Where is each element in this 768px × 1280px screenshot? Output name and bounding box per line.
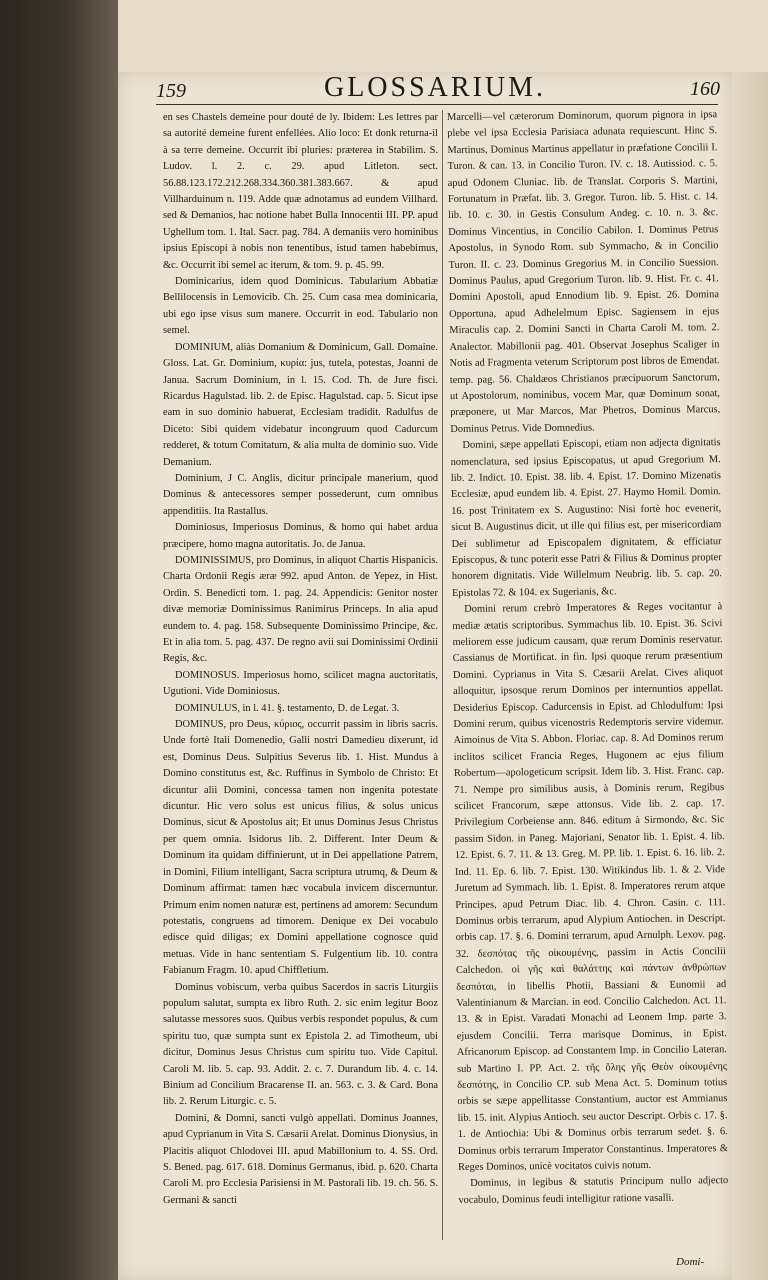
paragraph: DOMINUS, pro Deus, κύριος, occurrit passim in libris sacris. Unde fortè Itali Domenedio, Galli nostri Damedieu dixerunt, id est, Dominus Deus. Sulpitius Severus lib. 1. Hist. Mundus à Domino constitutus est, &c. Ruffinus in Symbolo de Christo: Et dicuntur alii Domini, concessa tamen non ingenita potestate dicuntur. Hic vero solus est unicus filius, & solus unicus Dominus, sicut & Apostolus ait; Et unus Dominus Jesus Christus per quem omnia. Isidorus lib. 2. Different. Inter Deum & Dominum ita quidam diffinierunt, ut in Dei appellatione Patrem, in Domini, Filium intelligant, Sacra scriptura utrumq, & Deum & Dominum affirmat: tamen hæc vocabula invicem discernuntur. Primum enim nomen naturæ est, pertinens ad amorem: Secundum potestatis, congruens ad timorem. Denique ex Dei vocabulo edisce quid diligas; ex Domini appellatione cognosce quid metuas. Vide in hanc sententiam S. Fulgentium lib. 10. contra Fabianum Fragm. 10. apud Chiffletium. (163, 719, 438, 977)
catchword: Domi- (676, 1256, 705, 1268)
paragraph: Marcelli—vel cæterorum Dominorum, quorum pignora in ipsa plebe vel ipsa Ecclesia Parisiaca adunata requiescunt. Hinc S. Martinus, Dominus Martinus appellatur in præfatione Concilii I. Turon. & can. 13. in Concilio Turon. IV. c. 18. Autissiod. c. 5. apud Odonem Cluniac. lib. de Translat. Corporis S. Martini, Fortunatum in Præfat. lib. 3. Gregor. Turon. lib. 5. Hist. c. 14. lib. 10. c. 30. in Gestis Consulum Andeg. c. 10. n. 3. &c. Dominus Vincentius, in Concilio Cabilon. I. Dominus Petrus Apostolus, in Synodo Rom. sub Symmacho, & in Concilio Turon. II. c. 23. Dominus Gregorius M. in Concilio Suession. Dominus Paulus, apud Gregorium Turon. lib. 9. Hist. Fr. c. 41. Domini Apostoli, apud Ennodium lib. 9. Epist. 26. Domina Opportuna, apud Adhelelmum Episc. Sagiensem in ejus Miraculis cap. 2. Domini Sancti in Charta Caroli M. tom. 2. Analector. Mabillonii pag. 401. Observat Josephus Scaliger in Notis ad Fragmenta veterum Scriptorum post libros de Emendat. temp. pag. 56. Chaldæos Christianos præcipuorum Sanctorum, ut Apostolorum, nominibus, vocem Mar, quæ Dominum sonat, præponere, ut Mar Marcos, Mar Phetros, Dominus Marcus, Dominus Petrus. Vide Domnedius. (447, 109, 721, 435)
paragraph: Dominicarius, idem quod Dominicus. Tabularium Abbatiæ Bellilocensis in Lemovicib. Ch. 25. Cum casa mea dominicaria, ubi ego ipse visus sum manere. Occurrit in eod. Tabulario non semel. (163, 276, 438, 337)
column-divider (442, 110, 443, 1240)
paragraph: Dominiosus, Imperiosus Dominus, & homo qui habet ardua præcipere, homo magna autoritatis. Jo. de Janua. (163, 522, 438, 550)
paragraph: Domini, & Domni, sancti vulgò appellati. Dominus Joannes, apud Cyprianum in Vita S. Cæsarii Arelat. Dominus Dionysius, in Placitis aliquot Chlodovei III. apud Mabillonium to. 4. SS. Ord. S. Bened. pag. 617. 618. Dominus Germanus, ibid. p. 620. Charta Caroli M. pro Ecclesia Parisiensi in M. Pastorali lib. 19. ch. 56. S. Germani & sancti (163, 1112, 438, 1206)
paragraph: Dominium, J C. Anglis, dicitur principale manerium, quod Dominus & antecessores semper possederunt, cum omnibus appenditiis. Ita Rastallus. (163, 472, 438, 517)
paragraph: DOMINIUM, aliàs Domanium & Dominicum, Gall. Domaine. Gloss. Lat. Gr. Dominium, κυρία: jus, tutela, potestas, Joanni de Janua. Sacrum Dominium, in l. 15. Cod. Th. de Jure fisci. Ricardus Hagulstad. lib. 2. de Episc. Hagulstad. cap. 5. Sicut ipse eam in suo dominio habuerat, Ecclesiam tradidit. Radulfus de Diceto: Sibi quidem videbatur incongruum quod Cadurcum redderet, & totum Comitatum, & alia multa de dominio suo. Vide Demanium. (163, 341, 438, 468)
paragraph: DOMINOSUS. Imperiosus homo, scilicet magna auctoritatis, Ugutioni. Vide Dominiosus. (163, 669, 438, 698)
paragraph: Domini rerum crebrò Imperatores & Reges vocitantur à mediæ ætatis scriptoribus. Symmachus lib. 10. Epist. 36. Scivi meliorem esse judicum causam, quæ rerum Dominis reservatur. Cassianus de Mortificat. in fin. Ipsi quoque rerum præsentium Domini. Cyprianus in Vita S. Cæsarii Arelat. Cives aliquot alloquitur, ipsosque rerum Dominos per internuntios appellat. Desiderius Episcop. Cadurcensis in Epist. ad Chlodulfum: Ipsi Domini rerum, quibus vicenostris Redemptoris servire videmur. Aimoinus de Vita S. Abbon. Floriac. cap. 8. Ad Dominos rerum inclitos scilicet Francia Reges, Hugonem ac ejus filium Robertum—apologeticum scripsit. Idem lib. 3. Hist. Franc. cap. 71. Nempe pro similibus ausis, à Dominis rerum, Regibus scilicet Francorum, sæpe attonsus. Vide lib. 2. cap. 17. Privilegium Corbeiense ann. 846. editum à Sirmondo, &c. Sic passim Sidon. in Paneg. Majoriani, Senator lib. 1. Epist. 4. lib. 12. Epist. 6. 7. 11. & 13. Greg. M. PP. lib. 1. Epist. 6. 16. lib. 2. Ind. 11. Ep. 6. lib. 7. Epist. 130. Witikindus lib. 1. & 2. Vide Juretum ad Symmach. lib. 1. Epist. 8. Imperatores rerum atque Principes, apud Petrum Diac. lib. 4. Chron. Casin. c. 111. Dominus orbis terrarum, apud Alypium Antiochen. in Descript. orbis cap. 17. §. 6. Domini terrarum, apud Arnulph. Lexov. pag. 32. δεσπότας τῆς οἰκουμένης, passim in Actis Concilii Calchedon. οἱ γῆς καὶ θαλάττης καὶ πάντων ἀνθρώπων δεσπόται, in libellis Photii, Bassiani & Eunomii ad Valentinianum & Marcian. in eod. Concilio Calchedon. Act. 11. 13. & in Epist. Varadati Monachi ad Leonem Imp. parte 3. ejusdem Concilii. Terra marisque Dominus, in Epist. Africanorum Episcop. ad Constantem Imp. in Concilio Lateran. sub Martino I. PP. Act. 2. τῆς ὅλης γῆς Θεὸν οἰκουμένης δεσπότης, in Concilio CP. sub Mena Act. 5. Dominum totius orbis se sæpe appellitasse Constantium, auctor est Ammianus lib. 15. init. Alypius Antioch. seu auctor Descript. Orbis c. 17. §. 1. de Antiochia: Ubi & Dominus orbis terrarum sedet. §. 6. Dominus orbis terrarum Imperator Constantinus. Imperatores & Reges Dominos, unicè vocitatos cuivis notum. (452, 601, 728, 1173)
page-number-left: 159 (156, 80, 186, 102)
page-edge (732, 72, 768, 1280)
page-title: GLOSSARIUM. (323, 72, 547, 103)
header-rule (156, 104, 718, 105)
paragraph: Domini, sæpe appellati Episcopi, etiam non adjecta dignitatis nomenclatura, sed ipsius Episcopatus, ut apud Gregorium M. lib. 2. Indict. 10. Epist. 38. lib. 4. Epist. 17. Domino Mizenatis Ecclesiæ, apud eundem lib. 4. Epist. 27. Haymo Homil. Domin. 16. post Trinitatem ex S. Augustino: Nisi fortè hoc evenerit, sicut B. Augustinus dicit, ut ille qui filius est, per misericordiam Dei sublimetur ad Episcopalem dignitatem, & efficiatur Episcopus, & tunc poterit esse Patri & Filius & Dominus propter honorem dignitatis. Vide Willelmum Neubrig. lib. 5. cap. 20. Epistolas 72. & 104. ex Sugerianis, &c. (450, 437, 722, 599)
running-header (150, 70, 720, 106)
book-gutter (0, 0, 118, 1280)
right-column (447, 107, 729, 1260)
page-number-right: 160 (690, 78, 720, 100)
left-column (163, 110, 438, 1260)
paragraph: en ses Chastels demeine pour douté de ly. Ibidem: Les lettres par sa autorité demeine furent enfellées. Alio loco: Et donk returna-il à sa terre demeine. Occurrit ibi pluries: præterea in Stabilim. S. Ludov. l. 2. c. 29. apud Litleton. sect. 56.88.123.172.212.268.334.360.381.383.667. & apud Villharduinum n. 119. Adde quæ adnotamus ad eundem Villhard. sed & Demanios, hac notione habet Bulla Innocentii III. PP. apud Ughellum tom. 1. Ital. Sacr. pag. 784. A demaniis vero hominibus ipsius Episcopi à nobis non tenentibus, istud tamen habebimus, &c. Occurrit ibi semel ac iterum, & tom. 9. p. 45. 99. (163, 112, 438, 271)
paragraph: DOMINULUS, in l. 41. §. testamento, D. de Legat. 3. (175, 702, 400, 714)
paragraph: Dominus vobiscum, verba quibus Sacerdos in sacris Liturgiis populum salutat, sumpta ex libro Ruth. 2. sic enim legitur Booz salutasse messores suos. Quibus verbis respondet populus, & cum spiritu tuo, quæ sumpta sunt ex Epistola 2. ad Timotheum, ubi dicitur, Dominus Jesus Christus cum spiritu tuo. Vide Capitul. Caroli M. lib. 5. cap. 93. Addit. 2. c. 7. Durandum lib. 4. c. 14. Binium ad Concilium Bracarense II. an. 563. c. 3. & Card. Bona lib. 2. Rerum Liturgic. c. 5. (163, 981, 438, 1108)
paragraph: DOMINISSIMUS, pro Dominus, in aliquot Chartis Hispanicis. Charta Ordonii Regis æræ 992. apud Anton. de Yepez, in Hist. Ordin. S. Benedicti tom. 1. pag. 24. Appendicis: Genitor noster divæ memoriæ Dominissimus Ranimirus Princeps. In alia apud eundem to. 4. pag. 158. Subsequente Dominissimo Principe, &c. Et in alia tom. 5. pag. 437. De regno avii sui Dominissimi Ordinii Regis, &c. (163, 554, 438, 665)
top-margin (118, 0, 768, 72)
paragraph: Dominus, in legibus & statutis Principum nullo adjecto vocabulo, Dominus feudi intelligitur ratione vasalli. (458, 1175, 729, 1206)
